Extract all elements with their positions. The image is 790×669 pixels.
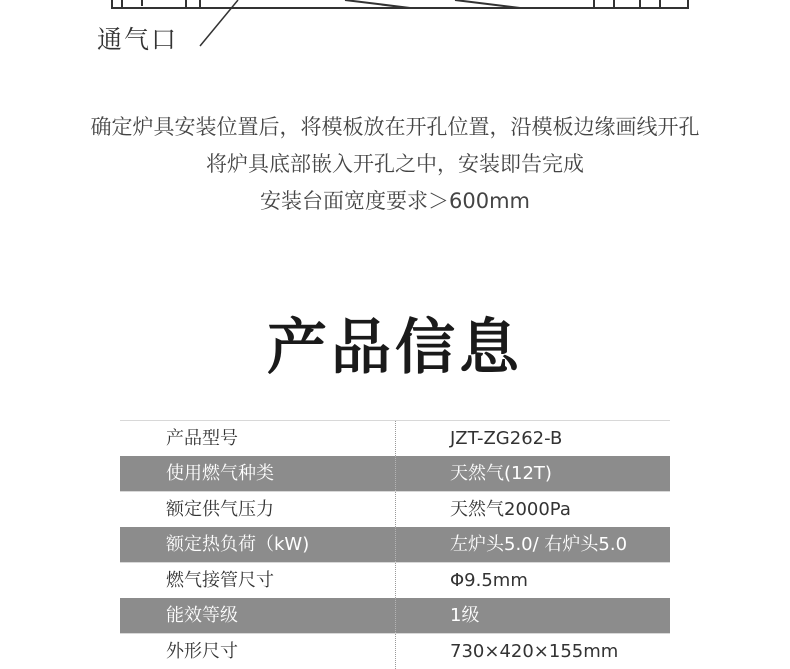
column-divider [395,563,396,598]
table-row [120,527,670,562]
table-row [120,491,670,527]
table-row [120,562,670,598]
spec-value: JZT-ZG262-B [450,428,563,449]
column-divider [395,527,396,562]
spec-value: 730×420×155mm [450,641,619,662]
column-divider [395,634,396,669]
spec-label: 燃气接管尺寸 [166,570,274,591]
table-row [120,598,670,633]
diagram-outline [112,0,688,8]
column-divider [395,598,396,633]
column-divider [395,492,396,527]
spec-value: 天然气(12T) [450,463,552,484]
table-row [120,420,670,456]
spec-label: 额定热负荷（kW) [166,534,310,555]
spec-label: 额定供气压力 [166,499,274,520]
spec-value: Φ9.5mm [450,570,528,591]
section-title: 产品信息 [267,313,523,383]
spec-table [120,420,670,669]
table-row [120,633,670,669]
installation-instructions [0,109,790,220]
spec-value: 左炉头5.0/ 右炉头5.0 [450,534,628,555]
vent-label: 通气口 [97,25,179,54]
spec-label: 使用燃气种类 [166,463,274,484]
column-divider [395,421,396,456]
instruction-line: 将炉具底部嵌入开孔之中，安装即告完成 [206,152,584,176]
spec-value: 天然气2000Pa [450,499,571,520]
vent-leader-line [200,0,238,46]
spec-value: 1级 [450,605,480,626]
column-divider [395,456,396,491]
spec-label: 产品型号 [166,428,238,449]
spec-label: 能效等级 [166,605,238,626]
instruction-line: 确定炉具安装位置后，将模板放在开孔位置，沿模板边缘画线开孔 [90,115,700,139]
spec-label: 外形尺寸 [166,641,238,662]
table-row [120,456,670,491]
instruction-line: 安装台面宽度要求＞600mm [260,189,530,213]
